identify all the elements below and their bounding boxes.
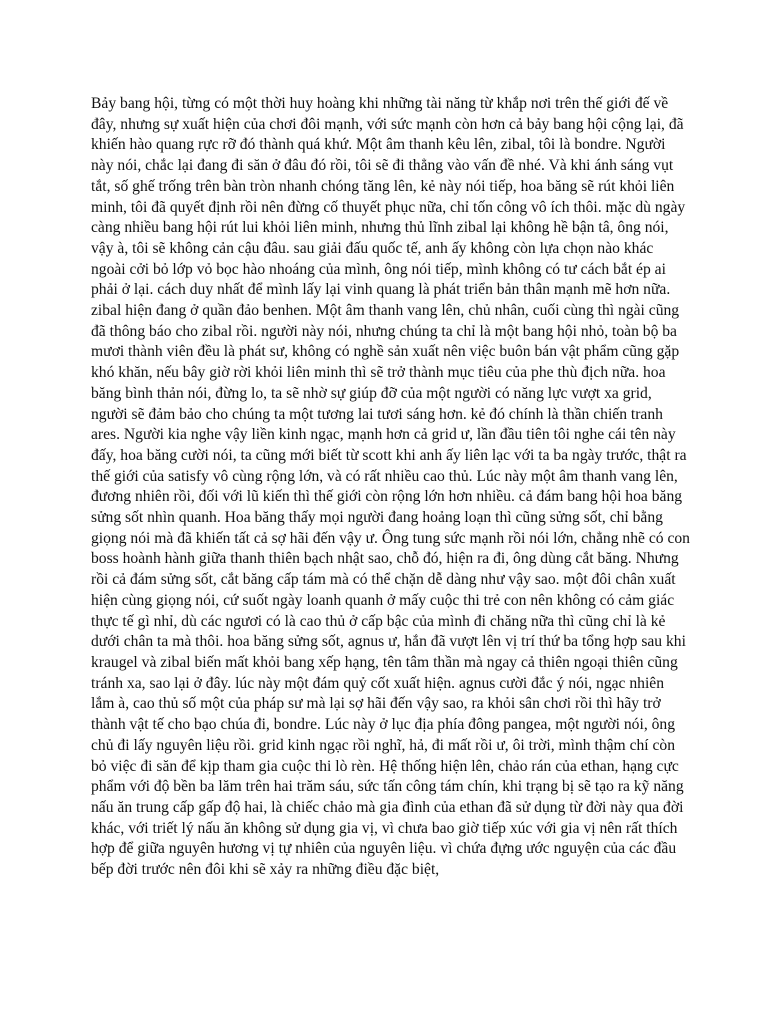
body-paragraph: Bảy bang hội, từng có một thời huy hoàng khi những tài năng từ khắp nơi trên thế giới đế về đây, nhưng sự xuất hiện của chơi đôi mạnh, với sức mạnh còn hơn cả bảy bang hội cộng lại, đã khiến hào quang rực rỡ đó thành quá khứ. Một âm thanh kêu lên, zibal, tôi là bondre. Người này nói, chắc lại đang đi săn ở đâu đó rồi, tôi sẽ đi thẳng vào vấn đề nhé. Và khi ánh sáng vụt tắt, số ghế trống trên bàn tròn nhanh chóng tăng lên, kẻ này nói tiếp, hoa băng sẽ rút khỏi liên minh, tôi đã quyết định rồi nên đừng cố thuyết phục nữa, chỉ tốn công vô ích thôi. mặc dù ngày càng nhiều bang hội rút lui khỏi liên minh, nhưng thủ lĩnh zibal lại không hề bận tâ, ông nói, vậy à, tôi sẽ không cản cậu đâu. sau giải đấu quốc tế, anh ấy không còn lựa chọn nào khác ngoài cởi bỏ lớp vỏ bọc hào nhoáng của mình, ông nói tiếp, mình không có tư cách bắt ép ai phải ở lại. cách duy nhất để mình lấy lại vinh quang là phát triển bản thân mạnh mẽ hơn nữa. zibal hiện đang ở quần đảo benhen. Một âm thanh vang lên, chủ nhân, cuối cùng thì ngài cũng đã thông báo cho zibal rồi. người này nói, nhưng chúng ta chỉ là một bang hội nhỏ, toàn bộ ba mươi thành viên đều là phát sư, không có nghề sản xuất nên việc buôn bán vật phẩm cũng gặp khó khăn, nếu bây giờ rời khỏi liên minh thì sẽ trở thành mục tiêu của phe thù địch nữa. hoa băng bình thản nói, đừng lo, ta sẽ nhờ sự giúp đỡ của một người có năng lực vượt xa grid, người sẽ đảm bảo cho chúng ta một tương lai tươi sáng hơn. kẻ đó chính là thần chiến tranh ares. Người kia nghe vậy liền kinh ngạc, mạnh hơn cả grid ư, lần đầu tiên tôi nghe cái tên này đấy, hoa băng cười nói, ta cũng mới biết từ scott khi anh ấy liên lạc với ta ba ngày trước, thật ra thế giới của satisfy vô cùng rộng lớn, và có rất nhiều cao thủ. Lúc này một âm thanh vang lên, đương nhiên rồi, đối với lũ kiến thì thế giới còn rộng lớn hơn nhiều. cả đám bang hội hoa băng sửng sốt nhìn quanh. Hoa băng thấy mọi người đang hoảng loạn thì cũng sửng sốt, chỉ bằng giọng nói mà đã khiến tất cả sợ hãi đến vậy ư. Ông tung sức mạnh rồi nói lớn, chẳng nhẽ có con boss hoành hành giữa thanh thiên bạch nhật sao, chỗ đó, hiện ra đi, ông dùng cắt băng. Nhưng rồi cả đám sửng sốt, cắt băng cấp tám mà có thể chặn dễ dàng như vậy sao. một đôi chân xuất hiện cùng giọng nói, cứ suốt ngày loanh quanh ở mấy cuộc thi trẻ con nên không có cảm giác thực tế gì nhỉ, dù các ngươi có là cao thủ ở cấp bậc của mình đi chăng nữa thì cũng chỉ là kẻ dưới chân ta mà thôi. hoa băng sửng sốt, agnus ư, hắn đã vượt lên vị trí thứ ba tổng hợp sau khi kraugel và zibal biến mất khỏi bang xếp hạng, tên tâm thần mà ngay cả thiên ngoại thiên cũng tránh xa, sao lại ở đây. lúc này một đám quỷ cốt xuất hiện. agnus cười đắc ý nói, ngạc nhiên lắm à, cao thủ số một của pháp sư mà lại sợ hãi đến vậy sao, ra khỏi sân chơi rồi thì hãy trở thành vật tế cho bạo chúa đi, bondre. Lúc này ở lục địa phía đông pangea, một người nói, ông chủ đi lấy nguyên liệu rồi. grid kinh ngạc rồi nghĩ, hả, đi mất rồi ư, ôi trời, mình thậm chí còn bỏ việc đi săn để kịp tham gia cuộc thi lò rèn. Hệ thống hiện lên, chảo rán của ethan, hạng cực phẩm với độ bền ba lăm trên hai trăm sáu, sức tấn công tám chín, khi trạng bị sẽ tạo ra kỹ năng nấu ăn trung cấp gấp độ hai, là chiếc chảo mà gia đình của ethan đã sử dụng từ đời này qua đời khác, với triết lý nấu ăn không sử dụng gia vị, vì chưa bao giờ tiếp xúc với gia vị nên rất thích hợp để giữa nguyên hương vị tự nhiên của nguyên liệu. vì chứa đựng ước nguyện của các đầu bếp đời trước nên đôi khi sẽ xảy ra những điều đặc biệt,	[91, 95, 690, 879]
